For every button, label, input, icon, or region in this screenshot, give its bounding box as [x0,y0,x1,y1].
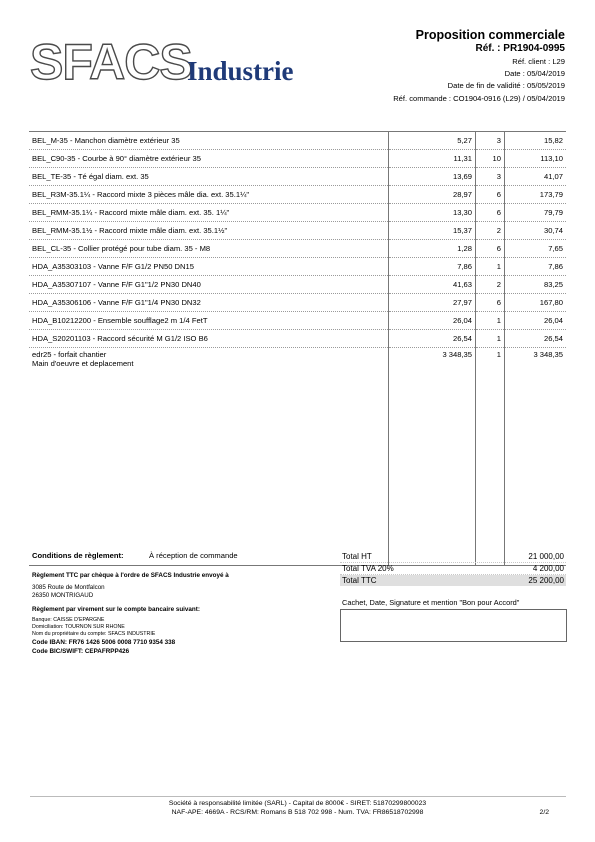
item-description-text: BEL_CL-35 - Collier protégé pour tube diam. 35 - M8 [32,244,211,253]
item-quantity [476,294,505,312]
document-date: Date : 05/04/2019 [504,69,565,78]
item-quantity [476,150,505,168]
item-description [29,276,389,294]
bank-domiciliation: Domiciliation: TOURNON SUR RHONE [32,624,125,630]
iban-code: Code IBAN: FR76 1426 5006 0008 7710 9354 338 [32,639,176,646]
item-total [505,276,567,294]
item-unit-price [389,330,476,348]
item-quantity-text: 6 [496,298,501,307]
item-unit-price-text: 13,69 [452,172,472,181]
item-description [29,294,389,312]
table-row [29,294,566,312]
company-logo [30,36,320,88]
item-unit-price [389,222,476,240]
item-quantity [476,348,505,566]
validity-date: Date de fin de validité : 05/05/2019 [447,81,565,90]
signature-label: Cachet, Date, Signature et mention "Bon pour Accord" [342,598,520,607]
payment-conditions-label: Conditions de règlement: [32,551,124,560]
total-ht-label: Total HT [342,552,372,561]
table-row [29,222,566,240]
item-quantity-text: 3 [496,172,501,181]
item-quantity-text: 1 [496,316,501,325]
item-total [505,294,567,312]
items-table-body [29,132,566,566]
item-quantity-text: 2 [496,226,501,235]
address-line-1: 3085 Route de Montfalcon [32,584,105,591]
item-quantity [476,330,505,348]
item-quantity [476,240,505,258]
item-description-text: HDA_B10212200 - Ensemble soufflage2 m 1/4 FetT [32,316,208,325]
page-number: 2/2 [539,809,549,816]
item-unit-price-text: 3 348,35 [442,350,472,359]
table-row [29,168,566,186]
item-quantity-text: 6 [496,208,501,217]
item-description-text: HDA_A35303103 - Vanne F/F G1/2 PN50 DN15 [32,262,194,271]
item-description [29,330,389,348]
item-total-text: 3 348,35 [533,350,563,359]
item-total-text: 173,79 [539,190,563,199]
item-quantity [476,204,505,222]
item-description-text: BEL_TE-35 - Té égal diam. ext. 35 [32,172,149,181]
item-total-text: 26,54 [543,334,563,343]
item-total-text: 83,25 [543,280,563,289]
item-unit-price [389,294,476,312]
client-reference: Réf. client : L29 [512,57,565,66]
item-unit-price [389,132,476,150]
footer-legal-line-1: Société à responsabilité limitée (SARL) - Capital de 8000€ - SIRET: 51870299800023 [168,800,427,807]
item-total [505,348,567,566]
item-quantity [476,276,505,294]
item-description-text: edr25 - forfait chantier [32,350,107,359]
item-description-text: HDA_A35307107 - Vanne F/F G1"1/2 PN30 DN40 [32,280,201,289]
table-row [29,240,566,258]
item-description [29,258,389,276]
item-unit-price-text: 26,54 [452,334,472,343]
item-unit-price [389,312,476,330]
table-row [29,258,566,276]
signature-box[interactable] [340,609,567,642]
item-total-text: 167,80 [539,298,563,307]
footer-legal-line-2: NAF-APE: 4669A - RCS/RM: Romans B 518 702 998 - Num. TVA: FR86518702998 [171,809,424,816]
item-total [505,186,567,204]
item-quantity-text: 1 [496,350,501,359]
item-unit-price-text: 41,63 [452,280,472,289]
item-quantity [476,168,505,186]
total-tva-value: 4 200,00 [532,564,564,573]
item-description [29,150,389,168]
table-row [29,186,566,204]
item-quantity-text: 6 [496,244,501,253]
item-unit-price [389,168,476,186]
item-unit-price [389,276,476,294]
item-total [505,312,567,330]
item-description-text: HDA_S20201103 - Raccord sécurité M G1/2 ISO B6 [32,334,208,343]
order-reference: Réf. commande : CO1904-0916 (L29) / 05/04/2019 [393,94,565,103]
table-row [29,312,566,330]
item-total-text: 15,82 [543,136,563,145]
item-unit-price-text: 1,28 [457,244,472,253]
cheque-payment-heading: Règlement TTC par chèque à l'ordre de SFACS Industrie envoyé à [32,572,229,579]
item-unit-price [389,150,476,168]
item-total [505,168,567,186]
item-unit-price-text: 15,37 [452,226,472,235]
totals-block [340,551,566,586]
table-row-last [29,348,566,566]
item-total-text: 26,04 [543,316,563,325]
total-ttc-value: 25 200,00 [528,576,564,585]
item-quantity-text: 6 [496,190,501,199]
item-total-text: 7,65 [548,244,563,253]
item-unit-price [389,186,476,204]
item-description-text: BEL_RMM-35.1¼ - Raccord mixte mâle diam. ext. 35. 1¼" [32,208,230,217]
item-unit-price [389,258,476,276]
item-description [29,348,389,566]
item-unit-price-text: 5,27 [457,136,472,145]
address-line-2: 26350 MONTRIGAUD [32,592,94,599]
total-ht-value: 21 000,00 [528,552,564,561]
total-tva-label: Total TVA 20% [342,564,394,573]
item-quantity [476,132,505,150]
item-total [505,222,567,240]
total-ht-row [340,551,566,563]
total-ttc-row [340,575,566,586]
item-description [29,132,389,150]
item-unit-price [389,348,476,566]
item-unit-price-text: 26,04 [452,316,472,325]
item-total [505,240,567,258]
item-description-text: BEL_R3M-35.1¼ - Raccord mixte 3 pièces mâle dia. ext. 35.1¼" [32,190,250,199]
item-description [29,222,389,240]
item-quantity [476,258,505,276]
item-description [29,186,389,204]
item-unit-price [389,240,476,258]
document-title: Proposition commerciale [415,28,565,42]
total-tva-row [340,563,566,575]
item-total-text: 113,10 [540,154,563,163]
item-description-text: BEL_M-35 - Manchon diamètre extérieur 35 [32,136,180,145]
item-unit-price [389,204,476,222]
item-description [29,240,389,258]
item-unit-price-text: 28,97 [452,190,472,199]
bank-name: Banque: CAISSE D'EPARGNE [32,617,105,623]
item-total [505,258,567,276]
item-quantity-text: 3 [496,136,501,145]
item-unit-price-text: 27,97 [452,298,472,307]
item-total [505,330,567,348]
proposal-reference: Réf. : PR1904-0995 [475,43,565,54]
item-total-text: 41,07 [543,172,563,181]
table-row [29,150,566,168]
footer-divider [30,796,566,797]
payment-conditions-value: À réception de commande [149,551,238,560]
item-unit-price-text: 11,31 [453,154,472,163]
table-row [29,132,566,150]
item-total [505,132,567,150]
item-description-text: HDA_A35306106 - Vanne F/F G1"1/4 PN30 DN32 [32,298,201,307]
table-row [29,330,566,348]
item-quantity [476,222,505,240]
item-description [29,168,389,186]
table-row [29,204,566,222]
item-quantity-text: 1 [496,262,501,271]
item-quantity [476,312,505,330]
item-total-text: 79,79 [543,208,563,217]
item-description [29,204,389,222]
item-quantity-text: 2 [496,280,501,289]
logo-subtitle: Industrie [187,56,294,86]
bank-transfer-heading: Règlement par virement sur le compte bancaire suivant: [32,606,200,613]
item-description [29,312,389,330]
item-unit-price-text: 7,86 [457,262,472,271]
item-total [505,150,567,168]
item-description-text: BEL_RMM-35.1½ - Raccord mixte mâle diam. ext. 35.1½" [32,226,228,235]
account-owner: Nom du propriétaire du compte: SFACS INDUSTRIE [32,631,156,637]
item-quantity-text: 10 [492,154,501,163]
item-total-text: 7,86 [548,262,563,271]
item-description-detail: Main d'oeuvre et deplacement [32,359,134,368]
table-row [29,276,566,294]
logo-wordmark: SFACS [30,34,192,90]
item-total-text: 30,74 [543,226,563,235]
item-total [505,204,567,222]
item-quantity [476,186,505,204]
item-unit-price-text: 13,30 [452,208,472,217]
total-ttc-label: Total TTC [342,576,377,585]
item-quantity-text: 1 [496,334,501,343]
item-description-text: BEL_C90-35 - Courbe à 90° diamètre extérieur 35 [32,154,201,163]
bic-code: Code BIC/SWIFT: CEPAFRPP426 [32,648,130,655]
items-table [29,131,566,566]
